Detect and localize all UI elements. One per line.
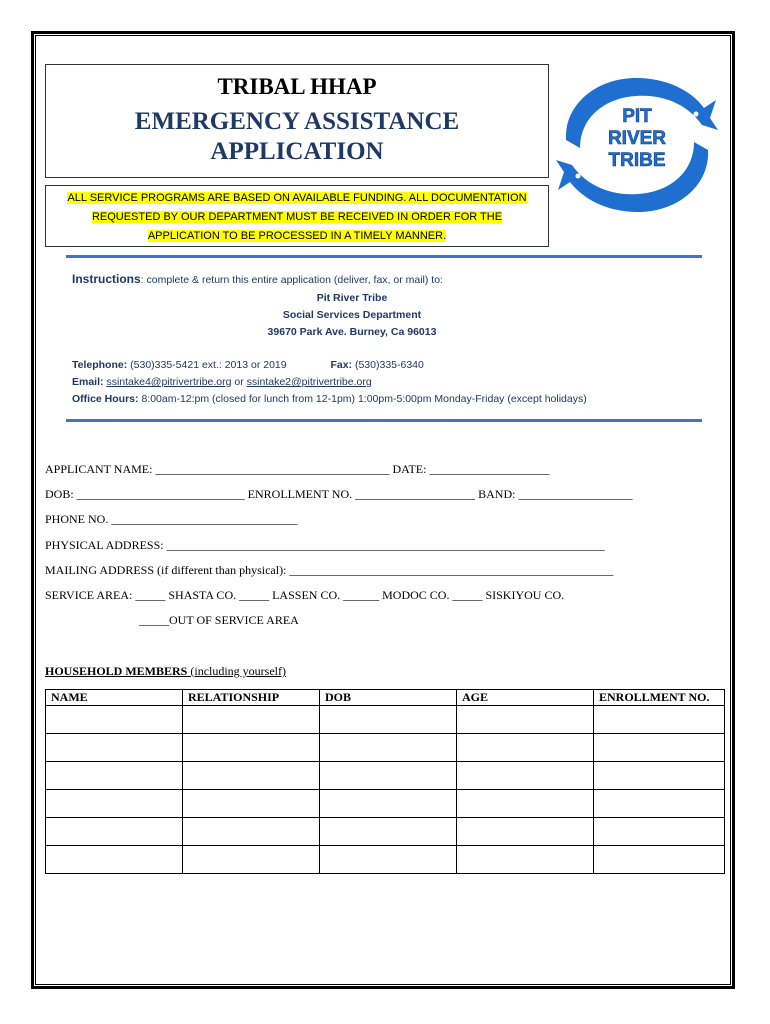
table-cell[interactable] [594,762,725,790]
instructions-block [72,271,702,408]
email-or: or [231,376,247,388]
table-row [46,846,725,874]
email-label: Email: [72,376,104,388]
title-box [45,64,549,178]
physical-address-line[interactable]: PHYSICAL ADDRESS: _________________________________________________________________________ [45,538,605,552]
col-dob: DOB [320,690,457,706]
household-members-heading [45,664,286,679]
form-subtitle-line1: EMERGENCY ASSISTANCE [134,108,460,135]
notice-line3: APPLICATION TO BE PROCESSED IN A TIMELY MANNER. [147,230,447,242]
table-row [46,762,725,790]
table-cell[interactable] [183,762,320,790]
table-cell[interactable] [320,790,457,818]
instructions-label: Instructions [72,272,141,286]
bottom-divider [66,419,702,422]
table-cell[interactable] [594,734,725,762]
service-area-line[interactable]: SERVICE AREA: _____ SHASTA CO. _____ LASSEN CO. ______ MODOC CO. _____ SISKIYOU CO. [45,588,565,602]
table-cell[interactable] [320,734,457,762]
telephone-label: Telephone: [72,359,128,371]
form-title: TRIBAL HHAP [217,74,377,99]
table-cell[interactable] [46,706,183,734]
col-age: AGE [457,690,594,706]
table-cell[interactable] [457,818,594,846]
household-title-note: (including yourself) [187,664,287,678]
email-link-2[interactable]: ssintake2@pitrivertribe.org [246,376,372,388]
col-name: NAME [46,690,183,706]
table-cell[interactable] [46,818,183,846]
logo-text-pit: PIT [622,106,652,127]
table-cell[interactable] [457,790,594,818]
table-cell[interactable] [594,790,725,818]
table-cell[interactable] [46,790,183,818]
table-cell[interactable] [46,734,183,762]
applicant-name-date-line[interactable]: APPLICANT NAME: _______________________________________ DATE: ____________________ [45,462,550,476]
out-of-service-area-line[interactable]: _____OUT OF SERVICE AREA [139,613,299,627]
dob-enrollment-band-line[interactable]: DOB: ____________________________ ENROLLMENT NO. ____________________ BAND: ___________________ [45,487,633,501]
col-enrollment-no: ENROLLMENT NO. [594,690,725,706]
table-row [46,790,725,818]
department-name: Social Services Department [282,309,422,321]
instructions-text: : complete & return this entire application (deliver, fax, or mail) to: [140,274,443,286]
logo-text-tribe: TRIBE [608,150,666,171]
table-cell[interactable] [183,790,320,818]
table-cell[interactable] [457,762,594,790]
fax-value: (530)335-6340 [354,359,424,371]
table-cell[interactable] [594,706,725,734]
table-cell[interactable] [320,762,457,790]
org-name: Pit River Tribe [316,292,388,304]
telephone-value: (530)335-5421 ext.: 2013 or 2019 [130,359,287,371]
table-cell[interactable] [320,706,457,734]
table-cell[interactable] [457,846,594,874]
table-cell[interactable] [320,818,457,846]
fax-label: Fax: [330,359,353,371]
notice-line2: REQUESTED BY OUR DEPARTMENT MUST BE RECEIVED IN ORDER FOR THE [91,211,503,223]
table-row [46,818,725,846]
table-cell[interactable] [183,818,320,846]
funding-notice [45,185,549,247]
household-title: HOUSEHOLD MEMBERS [45,664,188,678]
mailing-address-line[interactable]: MAILING ADDRESS (if different than physical): ______________________________________________________ [45,563,614,577]
logo-text-river: RIVER [607,128,667,149]
table-cell[interactable] [457,706,594,734]
mailing-address: 39670 Park Ave. Burney, Ca 96013 [267,326,437,338]
table-row [46,734,725,762]
email-link-1[interactable]: ssintake4@pitrivertribe.org [106,376,232,388]
table-cell[interactable] [320,846,457,874]
office-hours-value: 8:00am-12:pm (closed for lunch from 12-1pm) 1:00pm-5:00pm Monday-Friday (except holidays) [141,393,587,405]
office-hours-label: Office Hours: [72,393,139,405]
table-cell[interactable] [457,734,594,762]
table-row [46,706,725,734]
top-divider [66,255,702,258]
table-cell[interactable] [183,706,320,734]
table-cell[interactable] [46,762,183,790]
table-cell[interactable] [46,846,183,874]
table-cell[interactable] [594,818,725,846]
household-table [45,689,725,874]
table-cell[interactable] [594,846,725,874]
phone-line[interactable]: PHONE NO. _______________________________ [45,512,298,526]
col-relationship: RELATIONSHIP [183,690,320,706]
form-subtitle-line2: APPLICATION [210,138,384,165]
pit-river-tribe-logo-icon [556,70,718,220]
table-cell[interactable] [183,846,320,874]
table-cell[interactable] [183,734,320,762]
notice-line1: ALL SERVICE PROGRAMS ARE BASED ON AVAILABLE FUNDING. ALL DOCUMENTATION [67,192,527,204]
